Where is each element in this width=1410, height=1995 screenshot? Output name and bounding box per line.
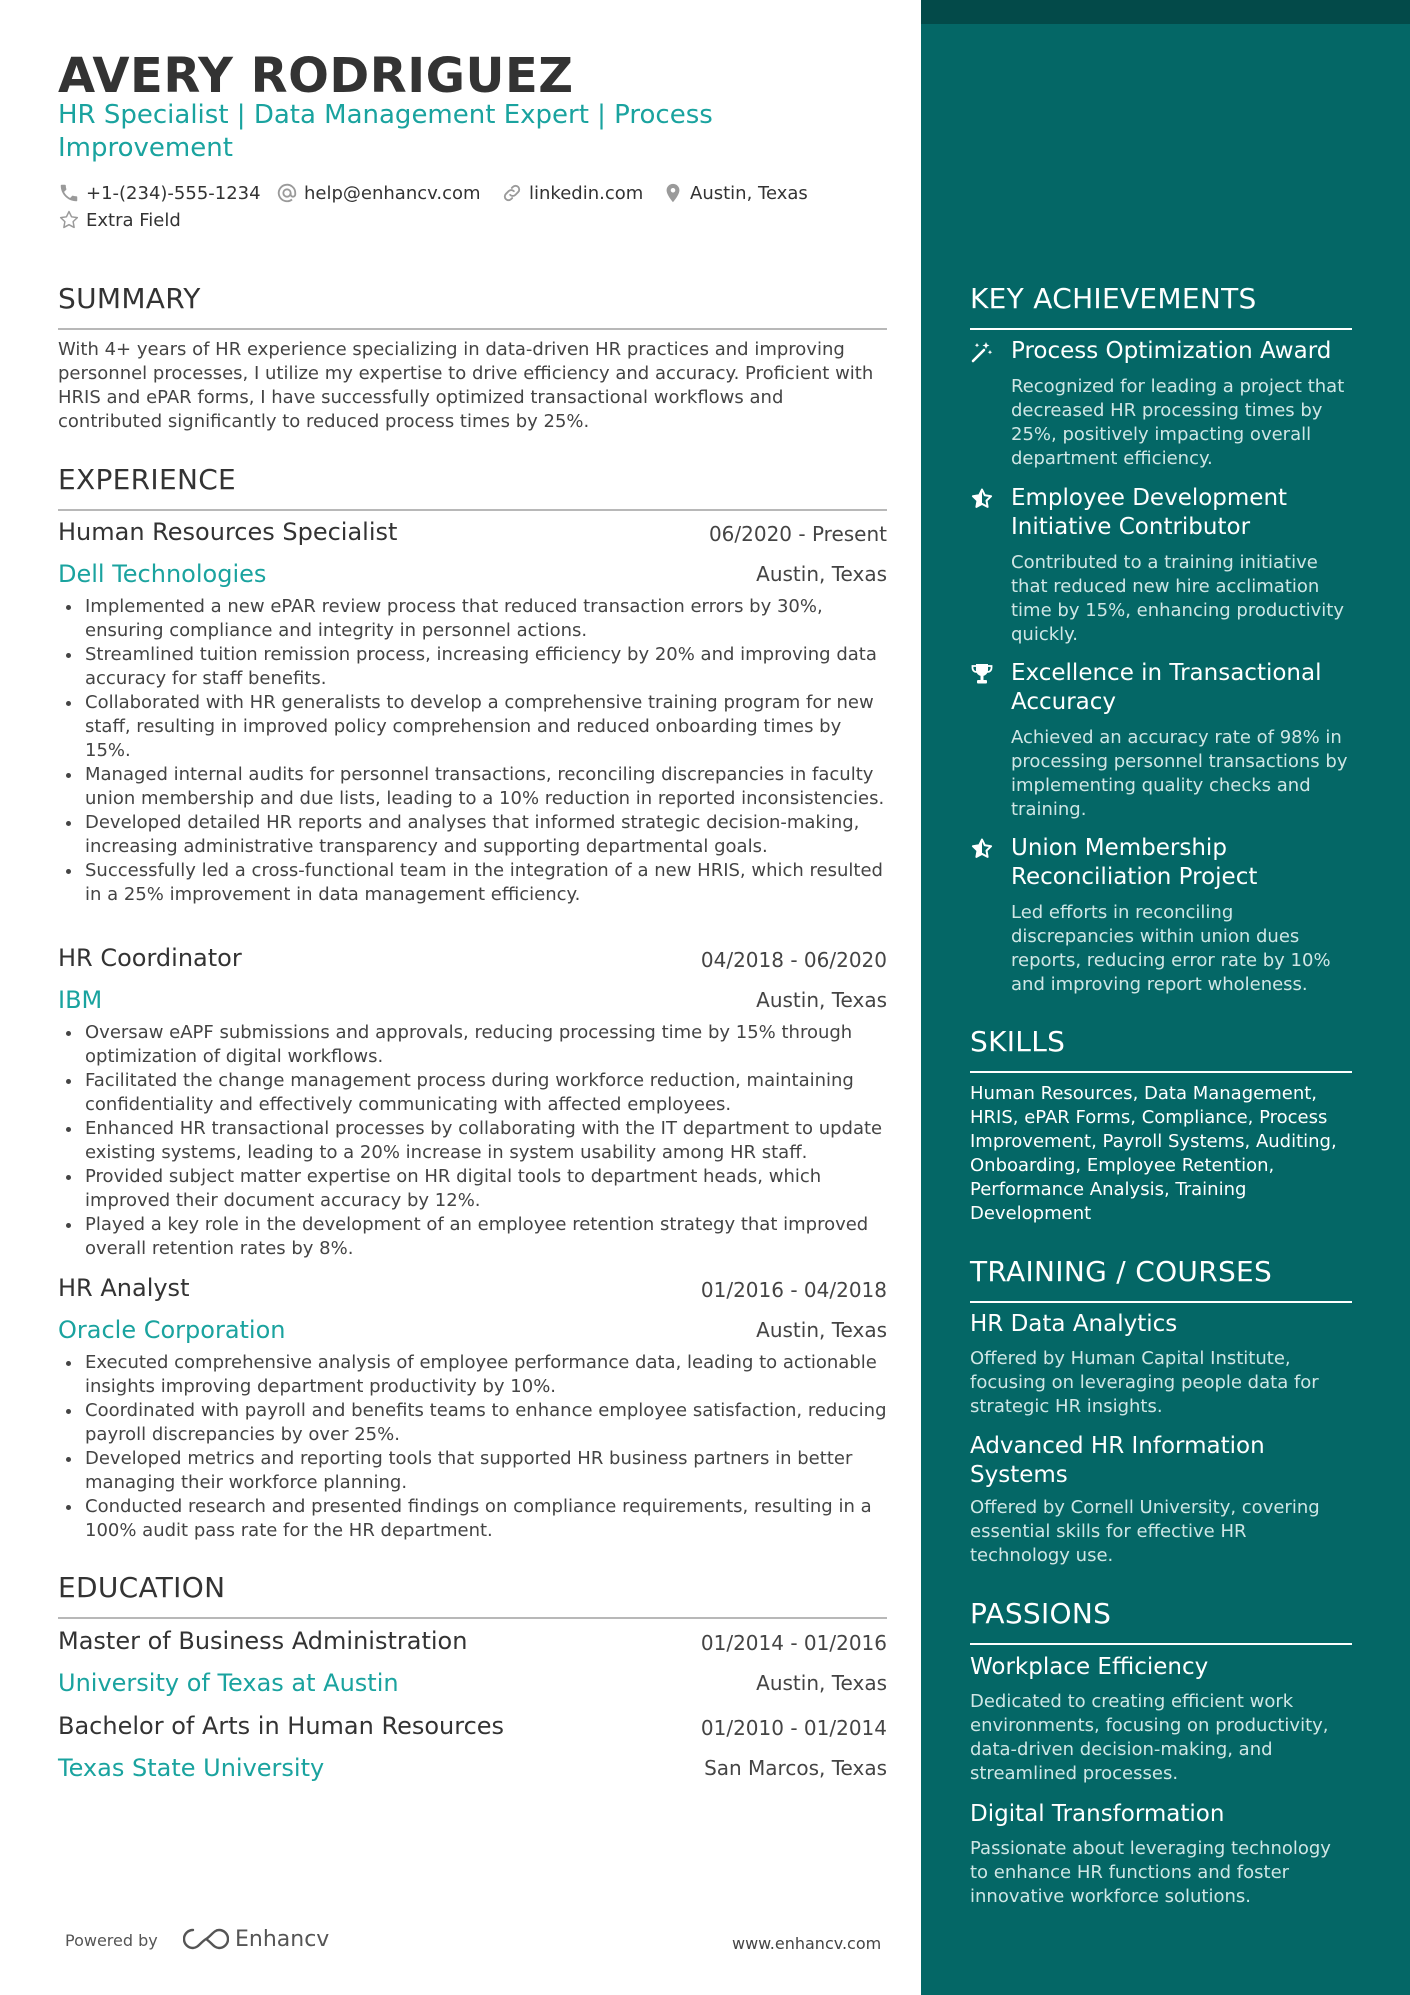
- at-icon: [276, 182, 298, 204]
- job-title: Human Resources Specialist: [58, 518, 398, 546]
- skills-heading: SKILLS: [970, 1025, 1066, 1058]
- job-dates: 01/2016 - 04/2018: [700, 1278, 887, 1302]
- course-description: Offered by Human Capital Institute, focusing on leveraging people data for strategic HR insights.: [970, 1348, 1319, 1417]
- achievements-divider: [970, 328, 1352, 330]
- extra-field-text: Extra Field: [86, 209, 181, 231]
- bullet-item: Developed detailed HR reports and analyses that informed strategic decision-making, increasing administrative transparency and supporting departmental goals.: [58, 811, 887, 859]
- achievement-title: Union Membership Reconciliation Project: [1011, 835, 1258, 890]
- enhancv-logo-icon: [183, 1926, 229, 1952]
- job-title: HR Coordinator: [58, 944, 242, 972]
- summary-heading: SUMMARY: [58, 282, 201, 315]
- achievement-description: Recognized for leading a project that decreased HR processing times by 25%, positively impacting overall department efficiency.: [1011, 376, 1345, 469]
- bullet-item: Coordinated with payroll and benefits teams to enhance employee satisfaction, reducing payroll discrepancies by over 25%.: [58, 1399, 887, 1447]
- bullet-item: Collaborated with HR generalists to develop a comprehensive training program for new staff, resulting in improved policy comprehension and reduced onboarding times by 15%.: [58, 691, 887, 763]
- job-dates: 04/2018 - 06/2020: [700, 948, 887, 972]
- achievement-description: Achieved an accuracy rate of 98% in processing personnel transactions by implementing quality checks and training.: [1011, 727, 1348, 820]
- job-location: Austin, Texas: [756, 988, 887, 1012]
- phone-icon: [58, 182, 80, 204]
- skills-divider: [970, 1071, 1352, 1073]
- school-location: Austin, Texas: [756, 1671, 887, 1695]
- powered-by-label: Powered by: [65, 1931, 158, 1950]
- job-bullets: [58, 595, 887, 907]
- job-bullets: [58, 1351, 887, 1543]
- passions-divider: [970, 1643, 1352, 1645]
- job-bullets: [58, 1021, 887, 1261]
- passion-title: Workplace Efficiency: [970, 1654, 1209, 1680]
- location-text: Austin, Texas: [690, 182, 808, 204]
- passion-description: Dedicated to creating efficient work environments, focusing on productivity, data-driven decision-making, and streamlined processes.: [970, 1691, 1329, 1784]
- bullet-item: Streamlined tuition remission process, increasing efficiency by 20% and improving data accuracy for staff benefits.: [58, 643, 887, 691]
- candidate-name: AVERY RODRIGUEZ: [58, 48, 574, 104]
- contact-linkedin[interactable]: [501, 182, 643, 204]
- experience-divider: [58, 509, 887, 511]
- passions-heading: PASSIONS: [970, 1597, 1112, 1630]
- achievement-description: Led efforts in reconciling discrepancies within union dues reports, reducing error rate by 10% and improving report wholeness.: [1011, 902, 1331, 995]
- school-location: San Marcos, Texas: [704, 1756, 887, 1780]
- achievement-description: Contributed to a training initiative that reduced new hire acclimation time by 15%, enhancing productivity quickly.: [1011, 552, 1345, 645]
- headline: HR Specialist | Data Management Expert | Process Improvement: [58, 100, 713, 163]
- bullet-item: Facilitated the change management process during workforce reduction, maintaining confidentiality and effectively communicating with affected employees.: [58, 1069, 887, 1117]
- sidebar-top-band: [921, 0, 1410, 24]
- course-title: HR Data Analytics: [970, 1311, 1178, 1337]
- linkedin-text: linkedin.com: [529, 182, 644, 204]
- experience-heading: EXPERIENCE: [58, 463, 237, 496]
- course-description: Offered by Cornell University, covering essential skills for effective HR technology use.: [970, 1497, 1320, 1566]
- achievement-title: Process Optimization Award: [1011, 338, 1332, 364]
- location-pin-icon: [662, 182, 684, 204]
- star-icon: [970, 837, 994, 861]
- achievement-title: Employee Development Initiative Contributor: [1011, 485, 1288, 540]
- phone-text: +1-(234)-555-1234: [86, 182, 261, 204]
- bullet-item: Executed comprehensive analysis of employee performance data, leading to actionable insights improving department productivity by 10%.: [58, 1351, 887, 1399]
- enhancv-logo[interactable]: [183, 1926, 329, 1952]
- bullet-item: Conducted research and presented findings on compliance requirements, resulting in a 100% audit pass rate for the HR department.: [58, 1495, 887, 1543]
- company-name[interactable]: Oracle Corporation: [58, 1316, 286, 1344]
- company-name[interactable]: Dell Technologies: [58, 560, 267, 588]
- bullet-item: Enhanced HR transactional processes by collaborating with the IT department to update existing systems, leading to a 20% increase in system usability among HR staff.: [58, 1117, 887, 1165]
- email-text: help@enhancv.com: [304, 182, 481, 204]
- contact-phone[interactable]: [58, 182, 261, 204]
- bullet-item: Oversaw eAPF submissions and approvals, reducing processing time by 15% through optimization of digital workflows.: [58, 1021, 887, 1069]
- bullet-item: Provided subject matter expertise on HR digital tools to department heads, which improved their document accuracy by 12%.: [58, 1165, 887, 1213]
- bullet-item: Managed internal audits for personnel transactions, reconciling discrepancies in faculty union membership and due lists, leading to a 10% reduction in reported inconsistencies.: [58, 763, 887, 811]
- contact-location: [662, 182, 808, 204]
- degree-title: Master of Business Administration: [58, 1627, 468, 1655]
- education-heading: EDUCATION: [58, 1571, 226, 1604]
- star-outline-icon: [58, 209, 80, 231]
- education-dates: 01/2014 - 01/2016: [700, 1631, 887, 1655]
- job-location: Austin, Texas: [756, 562, 887, 586]
- skills-list: Human Resources, Data Management, HRIS, ePAR Forms, Compliance, Process Improvement, Payroll Systems, Auditing, Onboarding, Employee Retention, Performance Analysis, Training Development: [970, 1083, 1337, 1224]
- achievement-title: Excellence in Transactional Accuracy: [1011, 660, 1322, 715]
- course-title: Advanced HR Information Systems: [970, 1433, 1265, 1488]
- school-name[interactable]: University of Texas at Austin: [58, 1669, 399, 1697]
- passion-description: Passionate about leveraging technology to enhance HR functions and foster innovative workforce solutions.: [970, 1838, 1331, 1907]
- bullet-item: Played a key role in the development of an employee retention strategy that improved overall retention rates by 8%.: [58, 1213, 887, 1261]
- degree-title: Bachelor of Arts in Human Resources: [58, 1712, 505, 1740]
- contact-extra: [58, 209, 181, 231]
- summary-divider: [58, 328, 887, 330]
- achievements-heading: KEY ACHIEVEMENTS: [970, 282, 1257, 315]
- education-dates: 01/2010 - 01/2014: [700, 1716, 887, 1740]
- passion-title: Digital Transformation: [970, 1801, 1225, 1827]
- bullet-item: Developed metrics and reporting tools that supported HR business partners in better managing their workforce planning.: [58, 1447, 887, 1495]
- link-icon: [501, 182, 523, 204]
- training-heading: TRAINING / COURSES: [970, 1255, 1273, 1288]
- job-dates: 06/2020 - Present: [708, 522, 887, 546]
- job-location: Austin, Texas: [756, 1318, 887, 1342]
- bullet-item: Successfully led a cross-functional team in the integration of a new HRIS, which resulted in a 25% improvement in data management efficiency.: [58, 859, 887, 907]
- job-title: HR Analyst: [58, 1274, 190, 1302]
- summary-text: With 4+ years of HR experience specializing in data-driven HR practices and improving personnel processes, I utilize my expertise to drive efficiency and accuracy. Proficient with HRIS and ePAR forms, I have successfully optimized transactional workflows and contributed significantly to reduced process times by 25%.: [58, 339, 874, 432]
- trophy-icon: [970, 662, 994, 686]
- enhancv-brand-text: Enhancv: [235, 1926, 330, 1952]
- school-name[interactable]: Texas State University: [58, 1754, 325, 1782]
- contact-email[interactable]: [276, 182, 481, 204]
- footer-url[interactable]: www.enhancv.com: [732, 1934, 882, 1953]
- wand-icon: [970, 340, 994, 364]
- bullet-item: Implemented a new ePAR review process that reduced transaction errors by 30%, ensuring compliance and integrity in personnel actions.: [58, 595, 887, 643]
- company-name[interactable]: IBM: [58, 986, 103, 1014]
- training-divider: [970, 1301, 1352, 1303]
- education-divider: [58, 1617, 887, 1619]
- star-icon: [970, 487, 994, 511]
